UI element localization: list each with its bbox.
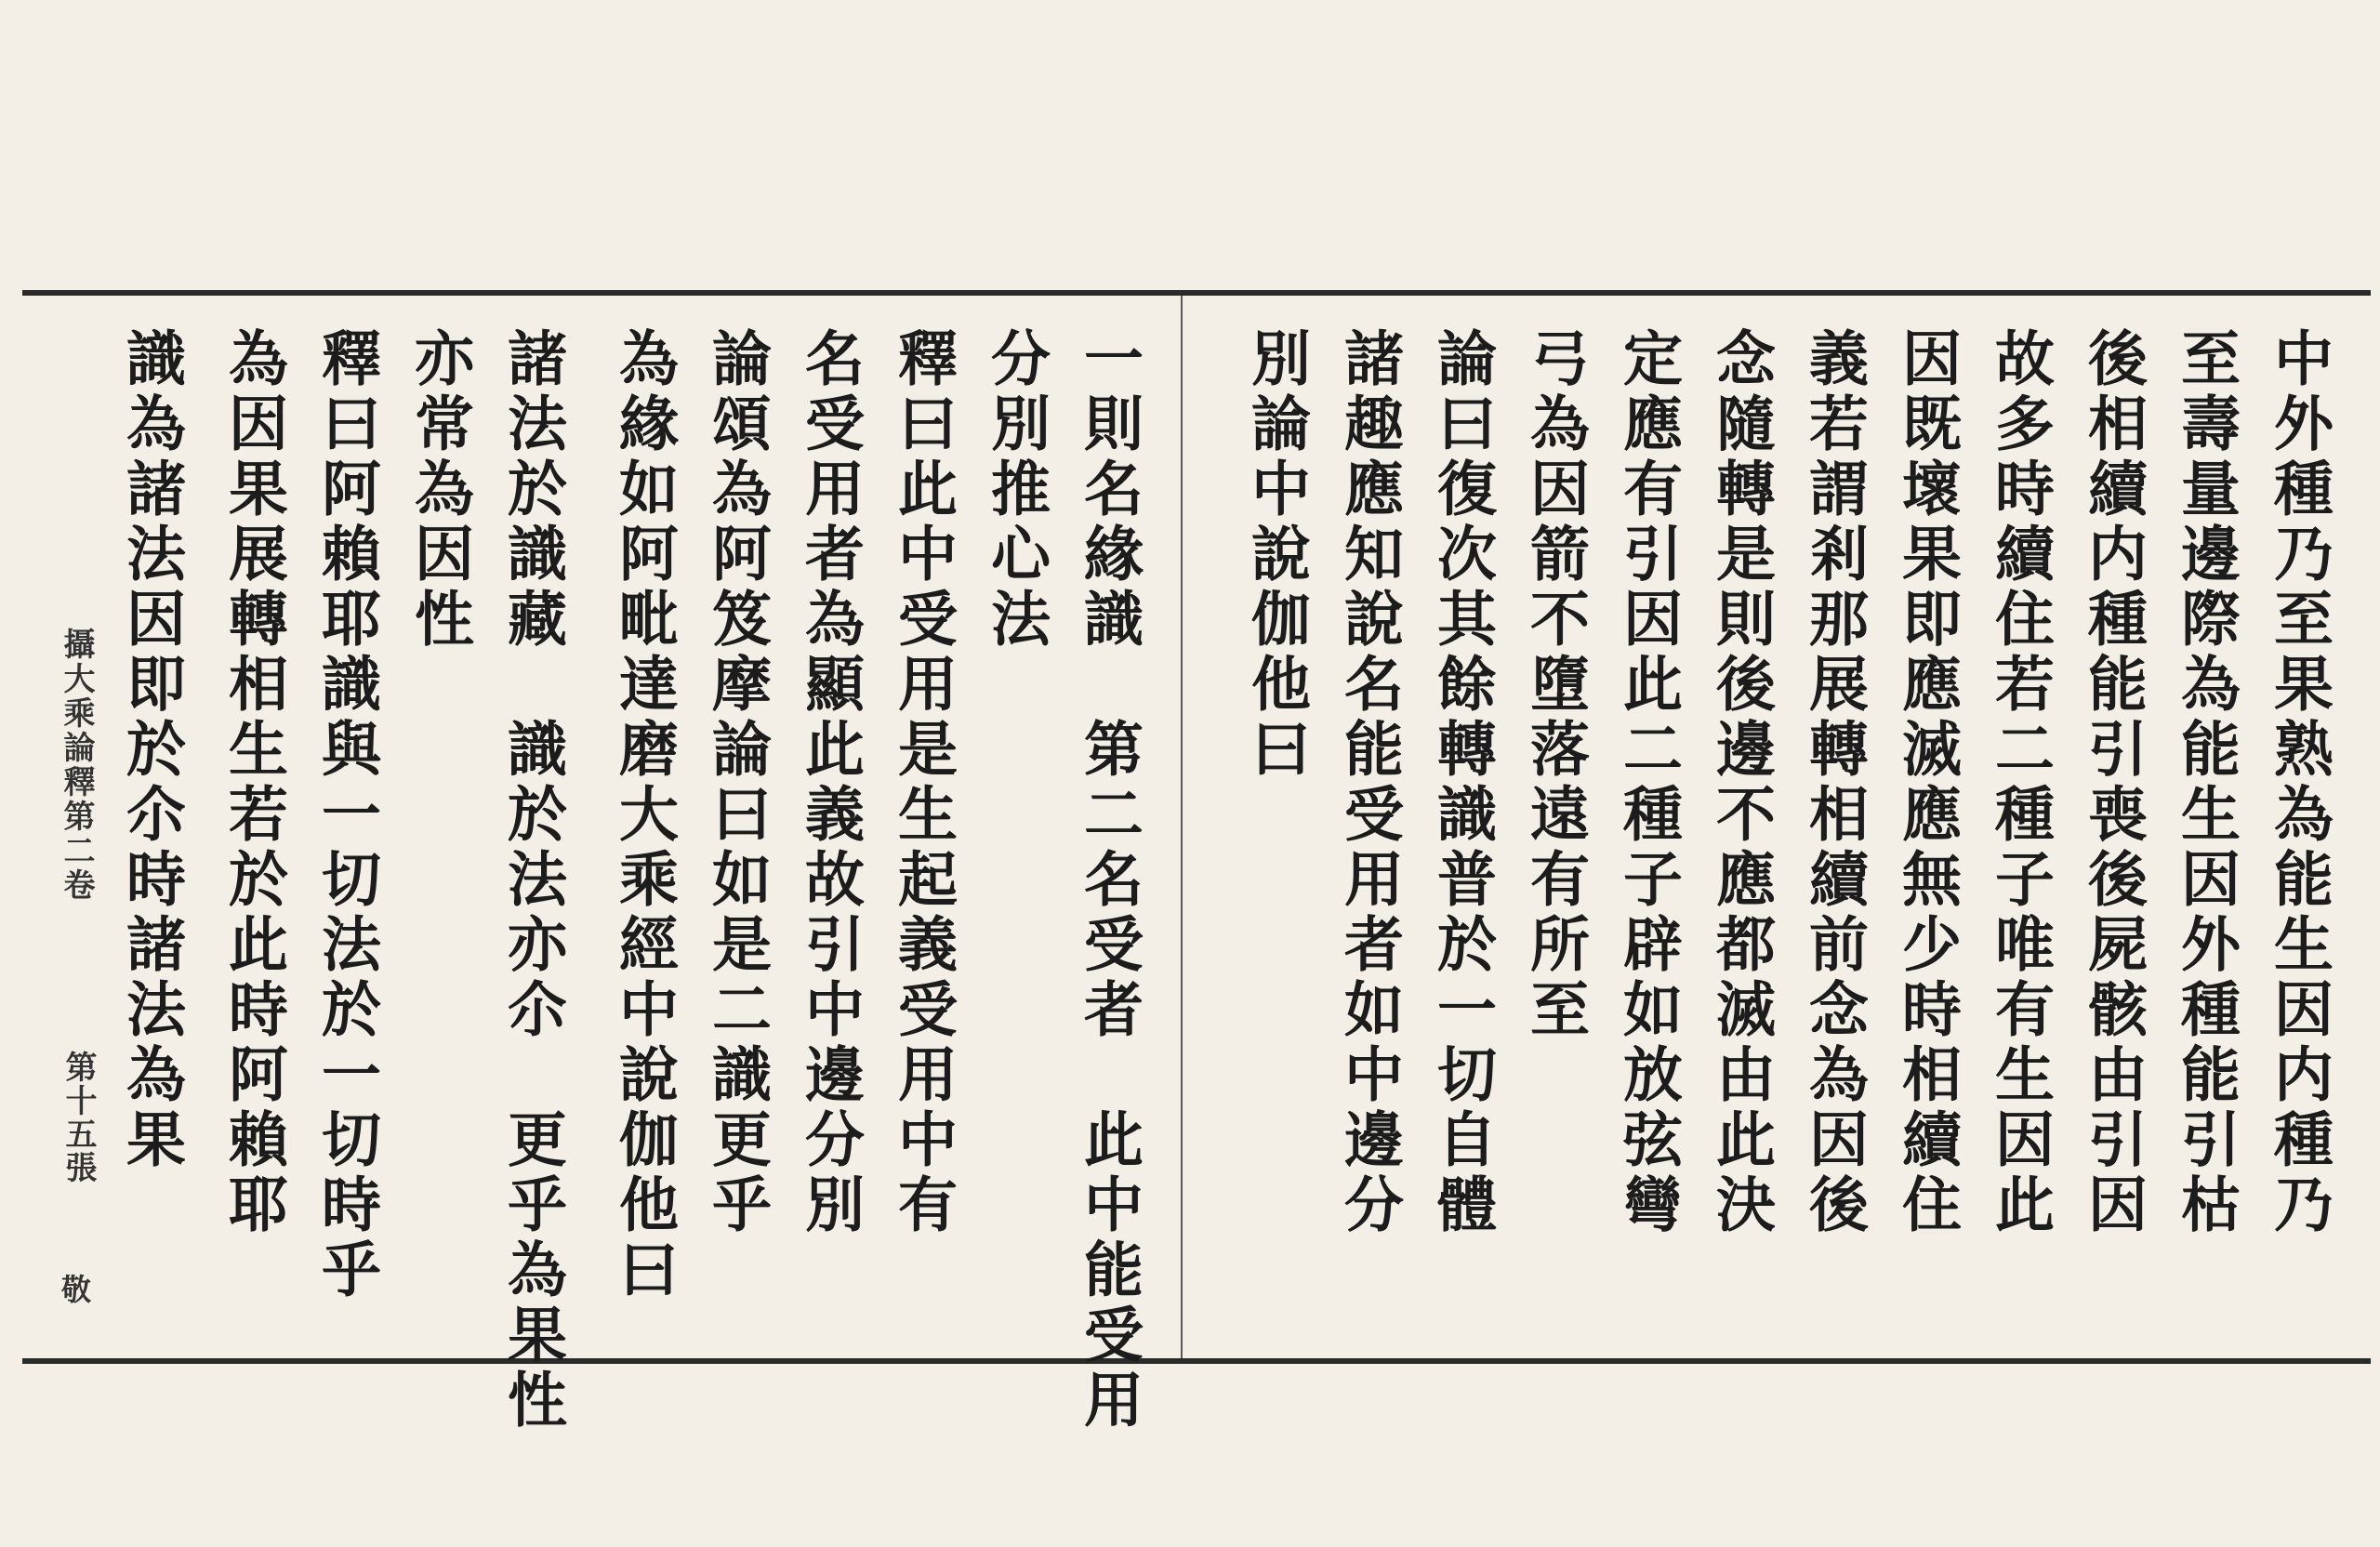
text-column: 為緣如阿毗達磨大乘經中說伽他曰 — [609, 327, 679, 1303]
text-column: 釋曰此中受用是生起義受用中有 — [888, 327, 958, 1238]
margin-book-title: 攝大乘論釋第二卷 — [58, 628, 95, 903]
text-column: 義若謂剎那展轉相續前念為因後 — [1799, 327, 1869, 1238]
text-column: 至壽量邊際為能生因外種能引枯 — [2171, 327, 2241, 1238]
text-column: 識為諸法因即於尒時諸法為果 — [116, 327, 186, 1173]
text-column: 釋曰阿賴耶識與一切法於一切時乎 — [311, 327, 381, 1303]
text-column: 故多時續住若二種子唯有生因此 — [1985, 327, 2055, 1238]
text-column: 諸法於識藏 識於法亦尒 更乎為果性 — [497, 327, 567, 1434]
text-column: 論頌為阿笈摩論曰如是二識更乎 — [702, 327, 772, 1238]
text-column: 因既壞果即應滅應無少時相續住 — [1892, 327, 1962, 1238]
text-column: 別論中說伽他曰 — [1241, 327, 1311, 783]
text-column: 為因果展轉相生若於此時阿賴耶 — [218, 327, 288, 1238]
center-fold-line — [1181, 296, 1183, 1358]
text-column: 論曰復次其餘轉識普於一切自體 — [1427, 327, 1497, 1238]
text-column: 念隨轉是則後邊不應都滅由此決 — [1706, 327, 1776, 1238]
margin-page-number: 第十五張 — [60, 1051, 97, 1184]
text-column: 弓為因箭不墮落遠有所至 — [1520, 327, 1590, 1043]
text-column: 一則名緣識 第二名受者 此中能受用 — [1074, 327, 1144, 1434]
text-column: 中外種乃至果熟為能生因内種乃 — [2264, 327, 2334, 1238]
text-column: 定應有引因此二種子辟如放弦彎 — [1613, 327, 1683, 1238]
text-column: 亦常為因性 — [404, 327, 474, 653]
text-column: 諸趣應知說名能受用者如中邊分 — [1334, 327, 1404, 1238]
text-column: 分別推心法 — [981, 327, 1051, 653]
text-column: 後相續内種能引喪後屍骸由引因 — [2078, 327, 2148, 1238]
margin-mark: 敬 — [61, 1272, 92, 1307]
text-column: 名受用者為顯此義故引中邊分別 — [795, 327, 865, 1238]
